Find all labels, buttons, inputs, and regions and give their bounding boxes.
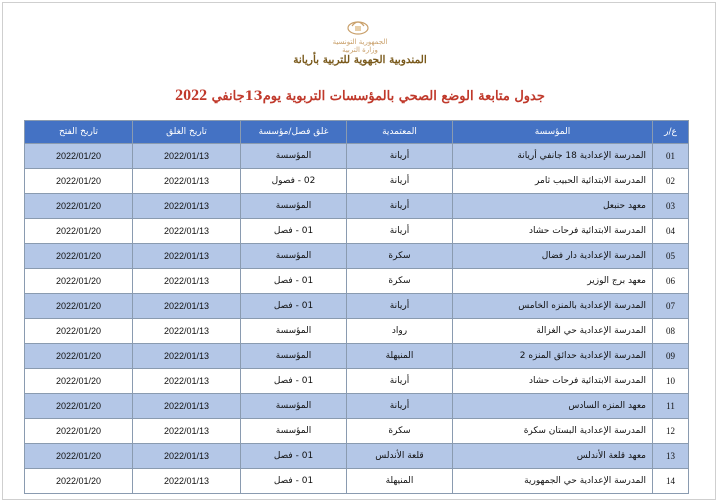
row-number: 03 (653, 194, 689, 219)
open-date: 2022/01/20 (25, 244, 133, 269)
column-header-school: المؤسسة (453, 121, 653, 144)
closure-type: المؤسسة (241, 419, 347, 444)
close-date: 2022/01/13 (133, 269, 241, 294)
closure-type: 01 - فصل (241, 294, 347, 319)
school-name: معهد حنبعل (453, 194, 653, 219)
open-date: 2022/01/20 (25, 369, 133, 394)
delegation: أريانة (347, 194, 453, 219)
school-name: المدرسة الابتدائية فرحات حشاد (453, 369, 653, 394)
row-number: 05 (653, 244, 689, 269)
school-name: المدرسة الإعدادية 18 جانفي أريانة (453, 144, 653, 169)
row-number: 13 (653, 444, 689, 469)
school-name: المدرسة الإعدادية البستان سكرة (453, 419, 653, 444)
ministry-line: وزارة التربية (342, 46, 378, 54)
delegation: أريانة (347, 169, 453, 194)
delegation: أريانة (347, 369, 453, 394)
table-row (25, 469, 689, 494)
open-date: 2022/01/20 (25, 419, 133, 444)
school-name: المدرسة الابتدائية الحبيب ثامر (453, 169, 653, 194)
delegation: قلعة الأندلس (347, 444, 453, 469)
table-row (25, 194, 689, 219)
table-row (25, 269, 689, 294)
delegation: أريانة (347, 219, 453, 244)
school-name: معهد المنزه السادس (453, 394, 653, 419)
closure-type: 01 - فصل (241, 219, 347, 244)
table-row (25, 394, 689, 419)
delegation: أريانة (347, 294, 453, 319)
delegation: أريانة (347, 144, 453, 169)
delegation: المنيهلة (347, 344, 453, 369)
close-date: 2022/01/13 (133, 444, 241, 469)
close-date: 2022/01/13 (133, 144, 241, 169)
row-number: 08 (653, 319, 689, 344)
close-date: 2022/01/13 (133, 244, 241, 269)
closure-type: المؤسسة (241, 319, 347, 344)
column-header-closure: غلق فصل/مؤسسة (241, 121, 347, 144)
closure-type: المؤسسة (241, 194, 347, 219)
table-header-row (25, 121, 689, 144)
title-text: جدول متابعة الوضع الصحي بالمؤسسات التربوية يوم13جانفي (207, 89, 545, 104)
open-date: 2022/01/20 (25, 294, 133, 319)
table-row (25, 219, 689, 244)
table-body (25, 144, 689, 494)
close-date: 2022/01/13 (133, 344, 241, 369)
closure-type: المؤسسة (241, 394, 347, 419)
closure-type: 02 - فصول (241, 169, 347, 194)
row-number: 04 (653, 219, 689, 244)
delegation: سكرة (347, 419, 453, 444)
table-row (25, 419, 689, 444)
open-date: 2022/01/20 (25, 319, 133, 344)
table-row (25, 369, 689, 394)
table-row (25, 344, 689, 369)
row-number: 02 (653, 169, 689, 194)
open-date: 2022/01/20 (25, 194, 133, 219)
delegation: رواد (347, 319, 453, 344)
close-date: 2022/01/13 (133, 194, 241, 219)
delegation: سكرة (347, 244, 453, 269)
school-name: المدرسة الابتدائية فرحات حشاد (453, 219, 653, 244)
table-row (25, 144, 689, 169)
close-date: 2022/01/13 (133, 219, 241, 244)
row-number: 11 (653, 394, 689, 419)
row-number: 06 (653, 269, 689, 294)
open-date: 2022/01/20 (25, 344, 133, 369)
close-date: 2022/01/13 (133, 169, 241, 194)
table-row (25, 294, 689, 319)
open-date: 2022/01/20 (25, 469, 133, 494)
column-header-close-date: تاريخ الغلق (133, 121, 241, 144)
open-date: 2022/01/20 (25, 219, 133, 244)
table-row (25, 244, 689, 269)
school-name: المدرسة الإعدادية حي الجمهورية (453, 469, 653, 494)
close-date: 2022/01/13 (133, 369, 241, 394)
delegation: المنيهلة (347, 469, 453, 494)
school-name: معهد برج الوزير (453, 269, 653, 294)
open-date: 2022/01/20 (25, 394, 133, 419)
delegation: سكرة (347, 269, 453, 294)
closure-type: المؤسسة (241, 144, 347, 169)
school-name: المدرسة الإعدادية دار فضال (453, 244, 653, 269)
open-date: 2022/01/20 (25, 269, 133, 294)
close-date: 2022/01/13 (133, 319, 241, 344)
title-year: 2022 (175, 87, 208, 104)
row-number: 14 (653, 469, 689, 494)
closure-type: المؤسسة (241, 244, 347, 269)
school-name: المدرسة الإعدادية حي الغزالة (453, 319, 653, 344)
closure-status-table (24, 120, 689, 494)
closure-type: 01 - فصل (241, 469, 347, 494)
document-title (0, 87, 720, 105)
table-row (25, 169, 689, 194)
republic-line: الجمهورية التونسية (332, 38, 388, 46)
open-date: 2022/01/20 (25, 169, 133, 194)
school-name: معهد قلعة الأندلس (453, 444, 653, 469)
close-date: 2022/01/13 (133, 419, 241, 444)
closure-type: المؤسسة (241, 344, 347, 369)
row-number: 07 (653, 294, 689, 319)
row-number: 09 (653, 344, 689, 369)
row-number: 10 (653, 369, 689, 394)
row-number: 12 (653, 419, 689, 444)
commissariat-name: المندوبية الجهوية للتربية بأريانة (293, 54, 427, 66)
closure-type: 01 - فصل (241, 269, 347, 294)
table-row (25, 319, 689, 344)
delegation: أريانة (347, 394, 453, 419)
emblem-icon (341, 16, 375, 36)
table-row (25, 444, 689, 469)
close-date: 2022/01/13 (133, 394, 241, 419)
open-date: 2022/01/20 (25, 444, 133, 469)
row-number: 01 (653, 144, 689, 169)
column-header-delegation: المعتمدية (347, 121, 453, 144)
open-date: 2022/01/20 (25, 144, 133, 169)
close-date: 2022/01/13 (133, 294, 241, 319)
closure-type: 01 - فصل (241, 369, 347, 394)
school-name: المدرسة الإعدادية بالمنزه الخامس (453, 294, 653, 319)
column-header-open-date: تاريخ الفتح (25, 121, 133, 144)
school-name: المدرسة الإعدادية حدائق المنزه 2 (453, 344, 653, 369)
close-date: 2022/01/13 (133, 469, 241, 494)
closure-type: 01 - فصل (241, 444, 347, 469)
column-header-number: ع/ر (653, 121, 689, 144)
